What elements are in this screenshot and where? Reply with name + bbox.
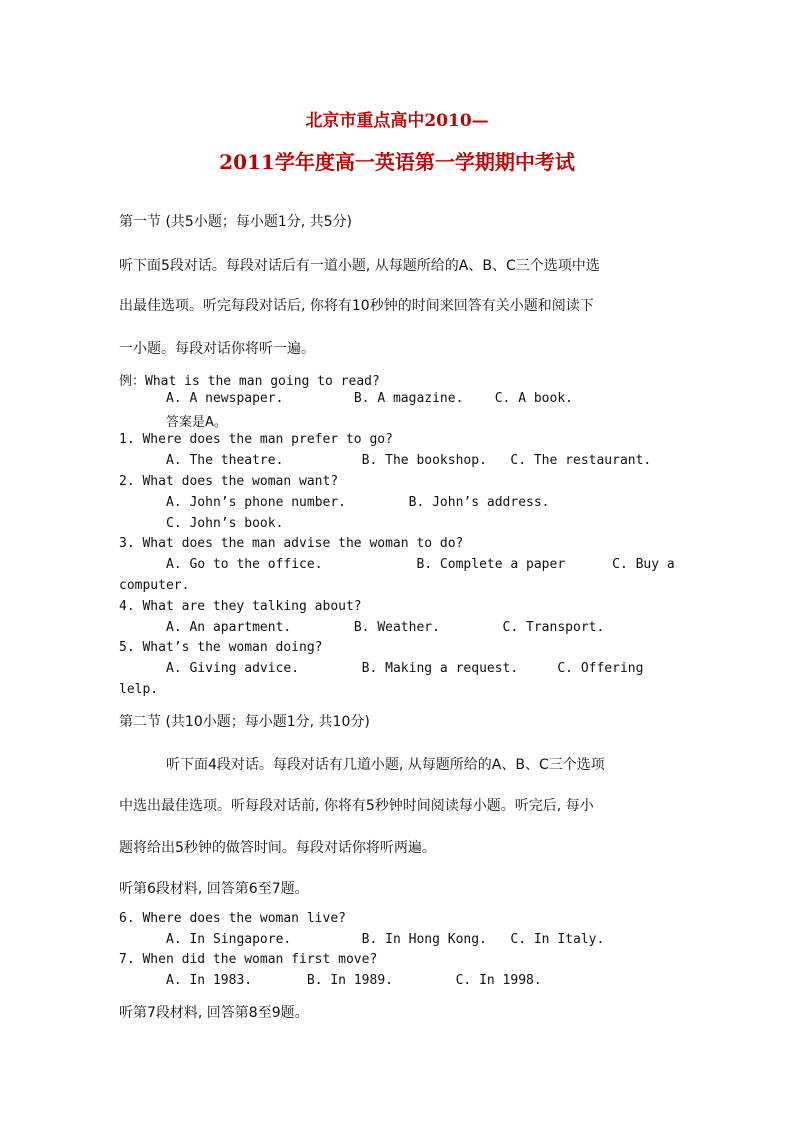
section2-instruction-3: 题将给出5秒钟的做答时间。每段对话你将听两遍。 — [119, 840, 436, 856]
section2-heading: 第二节 (共10小题；每小题1分, 共10分) — [119, 714, 370, 730]
question-5: 5. What’s the woman doing? — [119, 640, 323, 655]
question-3-option-wrap: computer. — [119, 578, 190, 593]
section1-instruction-1: 听下面5段对话。每段对话后有一道小题, 从每题所给的A、B、C三个选项中选 — [119, 258, 600, 274]
question-4-options: A. An apartment. B. Weather. C. Transport. — [166, 620, 605, 635]
question-6-options: A. In Singapore. B. In Hong Kong. C. In Italy. — [166, 932, 605, 947]
example-options: A. A newspaper. B. A magazine. C. A book. — [166, 391, 573, 406]
section1-heading: 第一节 (共5小题；每小题1分, 共5分) — [119, 214, 352, 230]
question-3: 3. What does the man advise the woman to do? — [119, 536, 464, 551]
question-2: 2. What does the woman want? — [119, 474, 339, 489]
example-answer: 答案是A。 — [166, 415, 227, 430]
title-line-1: 北京市重点高中2010— — [305, 111, 489, 131]
section2-instruction-2: 中选出最佳选项。听每段对话前, 你将有5秒钟时间阅读每小题。听完后, 每小 — [119, 798, 594, 814]
question-2-option-c: C. John’s book. — [166, 516, 284, 531]
question-6: 6. Where does the woman live? — [119, 911, 346, 926]
example-question: 例：What is the man going to read? — [119, 374, 380, 389]
section1-instruction-3: 一小题。每段对话你将听一遍。 — [119, 341, 315, 357]
question-1: 1. Where does the man prefer to go? — [119, 432, 393, 447]
question-5-option-wrap: lelp. — [119, 682, 159, 697]
question-2-options-a-b: A. John’s phone number. B. John’s address. — [166, 495, 550, 510]
section1-instruction-2: 出最佳选项。听完每段对话后, 你将有10秒钟的时间来回答有关小题和阅读下 — [119, 298, 594, 314]
question-7-options: A. In 1983. B. In 1989. C. In 1998. — [166, 973, 542, 988]
question-1-options: A. The theatre. B. The bookshop. C. The restaurant. — [166, 453, 652, 468]
title-line-2: 2011学年度高一英语第一学期期中考试 — [219, 150, 575, 174]
question-4: 4. What are they talking about? — [119, 599, 362, 614]
material-6-heading: 听第6段材料, 回答第6至7题。 — [119, 881, 309, 897]
question-3-options: A. Go to the office. B. Complete a paper C. Buy a — [166, 557, 675, 572]
question-7: 7. When did the woman first move? — [119, 952, 378, 967]
material-7-heading: 听第7段材料, 回答第8至9题。 — [119, 1005, 309, 1021]
question-5-options: A. Giving advice. B. Making a request. C. Offering — [166, 661, 644, 676]
section2-instruction-1: 听下面4段对话。每段对话有几道小题, 从每题所给的A、B、C三个选项 — [166, 757, 605, 773]
